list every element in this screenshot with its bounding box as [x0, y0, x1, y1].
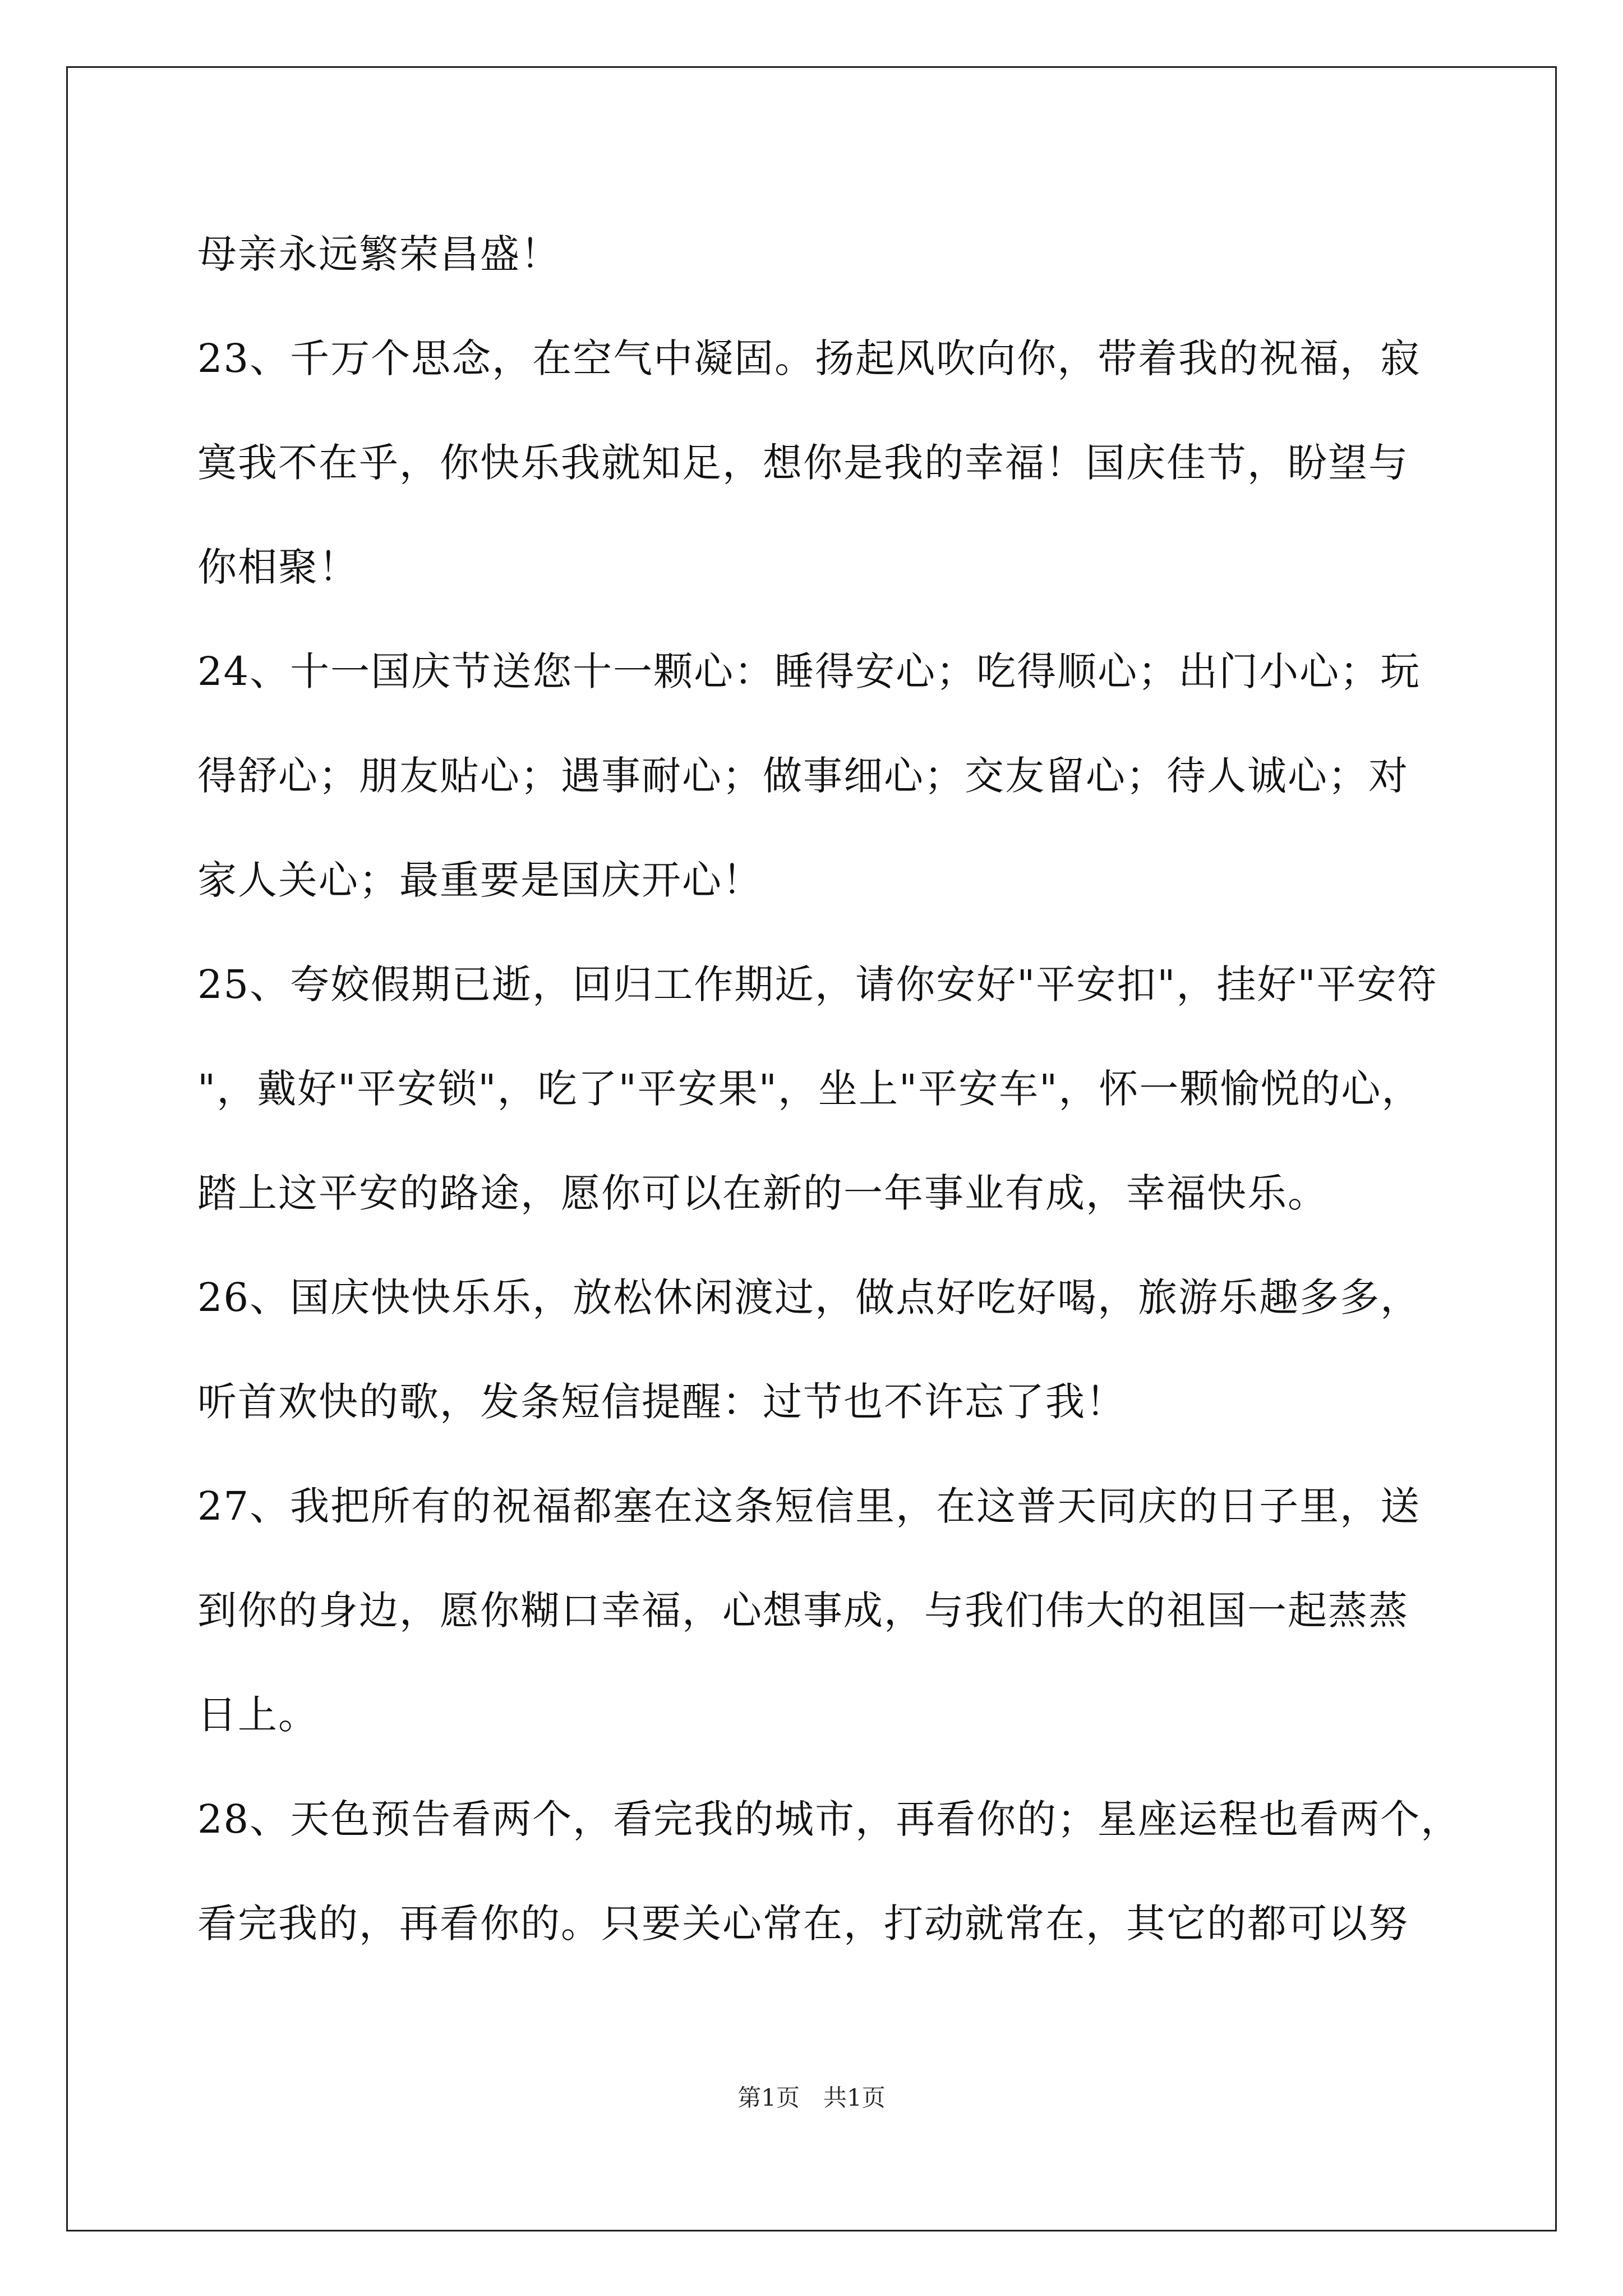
page-footer: 第1页 共1页 [737, 2084, 886, 2111]
text-line: 看完我的，再看你的。只要关心常在，打动就常在，其它的都可以努 [197, 1901, 1409, 1947]
text-line: 26、国庆快快乐乐，放松休闲渡过，做点好吃好喝，旅游乐趣多多， [197, 1274, 1421, 1320]
text-line: 到你的身边，愿你糊口幸福，心想事成，与我们伟大的祖国一起蒸蒸 [197, 1588, 1409, 1634]
text-line: 24、十一国庆节送您十一颗心：睡得安心；吃得顺心；出门小心；玩 [197, 648, 1421, 694]
text-line: 听首欢快的歌，发条短信提醒：过节也不许忘了我！ [197, 1379, 1126, 1425]
text-line: 日上。 [197, 1692, 319, 1738]
text-line: 踏上这平安的路途，愿你可以在新的一年事业有成，幸福快乐。 [197, 1170, 1328, 1216]
text-line: "，戴好"平安锁"，吃了"平安果"，坐上"平安车"，怀一颗愉悦的心， [197, 1066, 1422, 1112]
text-line: 得舒心；朋友贴心；遇事耐心；做事细心；交友留心；待人诚心；对 [197, 753, 1409, 799]
text-line: 你相聚！ [197, 544, 359, 590]
text-line: 25、夸姣假期已逝，回归工作期近，请你安好"平安扣"，挂好"平安符 [197, 961, 1438, 1007]
document-body [197, 202, 1461, 1976]
text-line: 23、千万个思念，在空气中凝固。扬起风吹向你，带着我的祝福，寂 [197, 335, 1421, 381]
text-line: 母亲永远繁荣昌盛！ [197, 231, 561, 277]
text-line: 寞我不在乎，你快乐我就知足，想你是我的幸福！国庆佳节，盼望与 [197, 440, 1409, 486]
text-line: 家人关心；最重要是国庆开心！ [197, 857, 763, 903]
text-line: 27、我把所有的祝福都塞在这条短信里，在这普天同庆的日子里，送 [197, 1483, 1421, 1529]
text-line: 28、天色预告看两个，看完我的城市，再看你的；星座运程也看两个， [197, 1796, 1461, 1842]
